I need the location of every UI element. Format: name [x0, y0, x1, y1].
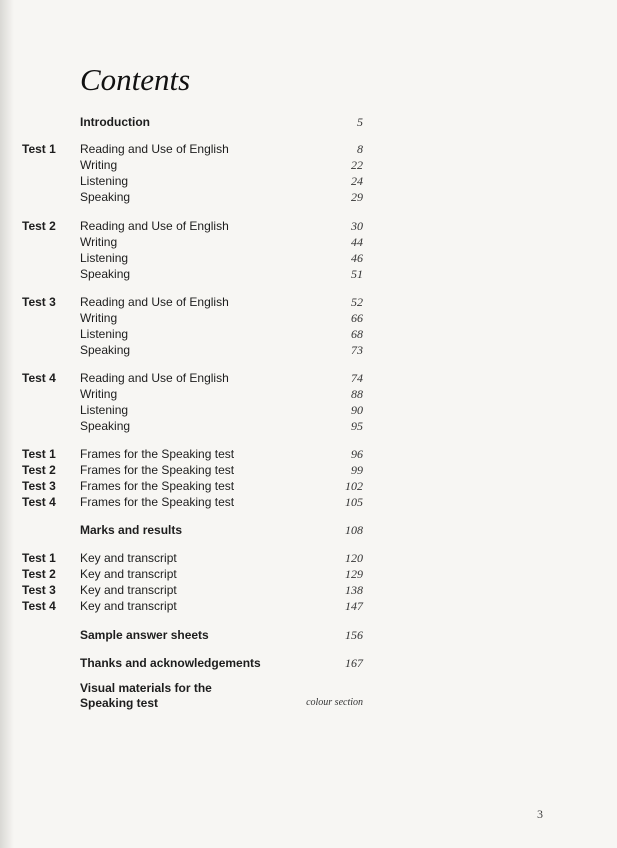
toc-entry-title: Marks and results — [80, 523, 183, 537]
toc-entry-title: Writing — [80, 311, 118, 325]
toc-entry-title: Listening — [80, 327, 129, 341]
toc-line — [0, 234, 617, 250]
toc-page-number: 167 — [345, 656, 363, 670]
toc-test-label: Test 3 — [22, 583, 56, 597]
toc-entry-title: Speaking test — [80, 696, 159, 710]
toc-entry-title: Reading and Use of English — [80, 371, 229, 385]
toc-entry-title: Speaking — [80, 190, 131, 204]
toc-test-label: Test 3 — [22, 479, 56, 493]
toc-page-number: 74 — [351, 371, 363, 385]
toc-page-number: 90 — [351, 403, 363, 417]
toc-test-label: Test 3 — [22, 295, 56, 309]
toc-page-number: 66 — [351, 311, 363, 325]
toc-test-label: Test 1 — [22, 447, 56, 461]
toc-line — [0, 250, 617, 266]
toc-entry-title: Frames for the Speaking test — [80, 495, 235, 509]
toc-entry-title: Frames for the Speaking test — [80, 479, 235, 493]
toc-test-label: Test 2 — [22, 463, 56, 477]
toc-page-number: 22 — [351, 158, 363, 172]
page-number: 3 — [537, 807, 543, 821]
toc-test-label: Test 2 — [22, 567, 56, 581]
toc-test-label: Test 4 — [22, 599, 56, 613]
toc-entry-title: Reading and Use of English — [80, 142, 229, 156]
toc-line — [0, 386, 617, 402]
toc-page-number: 138 — [345, 583, 363, 597]
toc-line — [0, 566, 617, 582]
toc-entry-title: Frames for the Speaking test — [80, 463, 235, 477]
toc-entry-title: Writing — [80, 387, 118, 401]
toc-line — [0, 141, 617, 157]
toc-page-number: 46 — [351, 251, 363, 265]
toc-page-number: 29 — [351, 190, 363, 204]
toc-line — [0, 582, 617, 598]
toc-page-number: 88 — [351, 387, 363, 401]
toc-line — [0, 310, 617, 326]
toc-page-number: 129 — [345, 567, 363, 581]
toc-page-number: 108 — [345, 523, 363, 537]
toc-entry-title: Visual materials for the — [80, 681, 212, 695]
toc-line — [0, 294, 617, 310]
toc-entry-title: Key and transcript — [80, 583, 177, 597]
toc-page-number: 51 — [351, 267, 363, 281]
toc-entry-title: Reading and Use of English — [80, 295, 229, 309]
toc-test-label: Test 1 — [22, 551, 56, 565]
toc-line — [0, 627, 617, 643]
toc-entry-title: Listening — [80, 403, 129, 417]
toc-line — [0, 218, 617, 234]
toc-page-number: 44 — [351, 235, 363, 249]
toc-page-number: 52 — [351, 295, 363, 309]
toc-page-number: 68 — [351, 327, 363, 341]
toc-test-label: Test 4 — [22, 371, 56, 385]
toc-entry-title: Speaking — [80, 419, 131, 433]
toc-line — [0, 478, 617, 494]
toc-line — [0, 655, 617, 671]
toc-entry-title: Listening — [80, 174, 129, 188]
toc-page-number: 30 — [351, 219, 363, 233]
toc-page-number: 120 — [345, 551, 363, 565]
toc-line — [0, 157, 617, 173]
toc-test-label: Test 2 — [22, 219, 56, 233]
toc-line — [0, 418, 617, 434]
toc-line — [0, 402, 617, 418]
toc-line — [0, 598, 617, 614]
toc-entry-title: Key and transcript — [80, 551, 177, 565]
toc-entry-title: Sample answer sheets — [80, 628, 209, 642]
toc-page-number: 24 — [351, 174, 363, 188]
toc-entry-title: Writing — [80, 158, 118, 172]
toc-line — [0, 680, 617, 696]
toc-page-number: 147 — [345, 599, 363, 613]
toc-line — [0, 342, 617, 358]
toc-page-number: 73 — [351, 343, 363, 357]
toc-page-number: 156 — [345, 628, 363, 642]
toc-entry-title: Introduction — [80, 115, 150, 129]
toc-entry-title: Writing — [80, 235, 118, 249]
toc-entry-title: Key and transcript — [80, 567, 177, 581]
toc-line — [0, 326, 617, 342]
page-title: Contents — [80, 62, 191, 97]
toc-page-number: 96 — [351, 447, 363, 461]
toc-line — [0, 114, 617, 130]
toc-page-number: 105 — [345, 495, 363, 509]
toc-page-number: 102 — [345, 479, 363, 493]
toc-line — [0, 173, 617, 189]
toc-page-number: 5 — [357, 115, 363, 129]
toc-line — [0, 462, 617, 478]
toc-line — [0, 370, 617, 386]
toc-line — [0, 522, 617, 538]
toc-line — [0, 550, 617, 566]
toc-test-label: Test 1 — [22, 142, 56, 156]
toc-entry-title: Reading and Use of English — [80, 219, 229, 233]
toc-page-number: 8 — [357, 142, 363, 156]
toc-test-label: Test 4 — [22, 495, 56, 509]
toc-entry-title: Listening — [80, 251, 129, 265]
toc-entry-title: Speaking — [80, 267, 131, 281]
toc-line — [0, 695, 617, 711]
toc-line — [0, 494, 617, 510]
toc-line — [0, 189, 617, 205]
toc-entry-title: Frames for the Speaking test — [80, 447, 235, 461]
toc-line — [0, 266, 617, 282]
toc-entry-title: Speaking — [80, 343, 131, 357]
toc-entry-title: Key and transcript — [80, 599, 177, 613]
toc-page-number: colour section — [306, 697, 363, 708]
toc-line — [0, 446, 617, 462]
toc-entry-title: Thanks and acknowledgements — [80, 656, 261, 670]
toc-page-number: 99 — [351, 463, 363, 477]
toc-page-number: 95 — [351, 419, 363, 433]
